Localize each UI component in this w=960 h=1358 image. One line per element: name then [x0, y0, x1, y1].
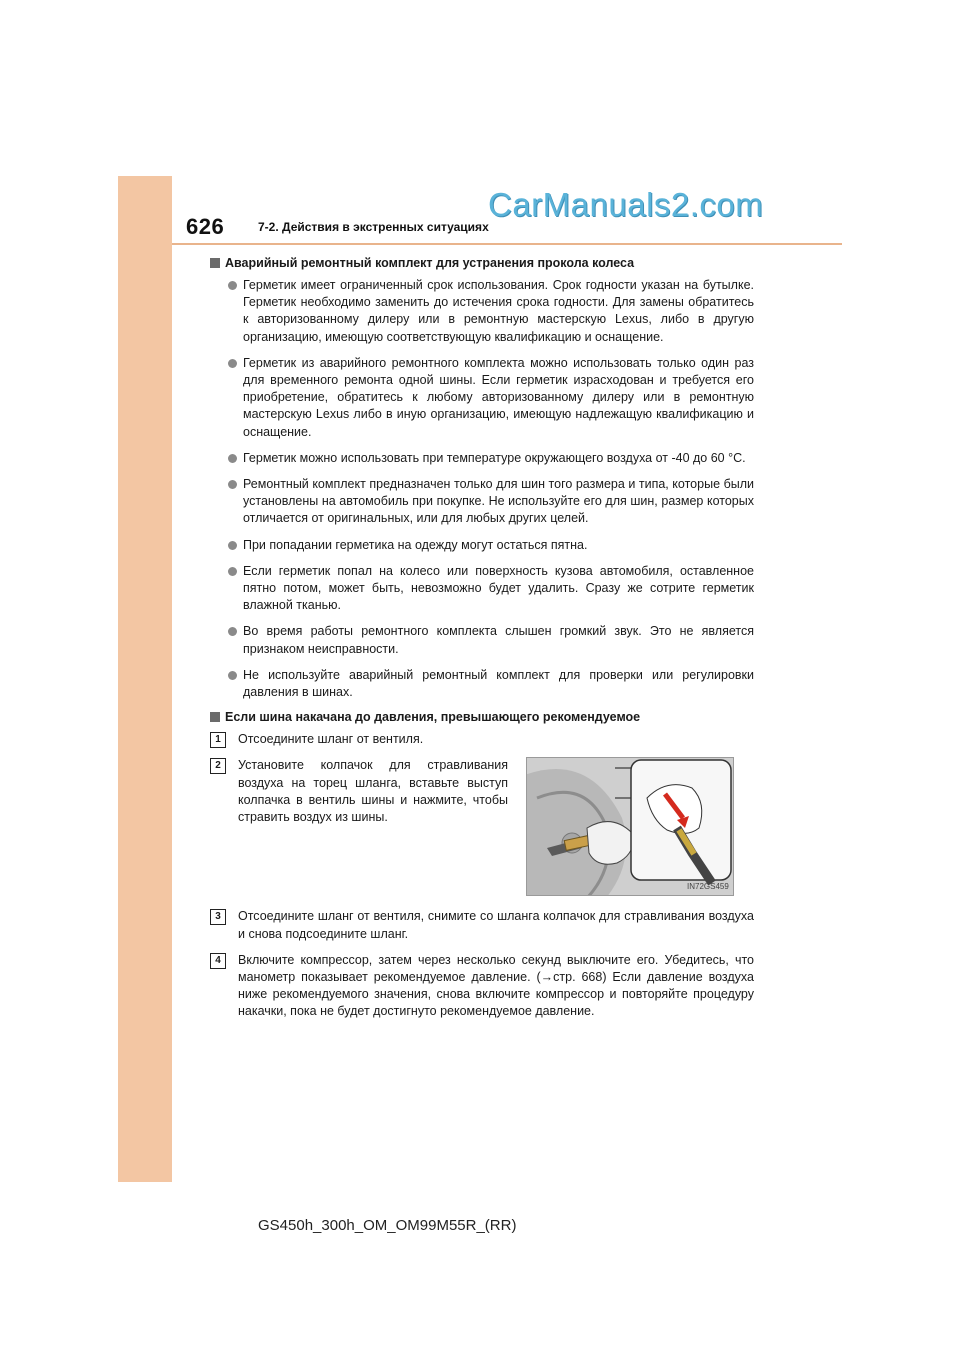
round-bullet-icon	[228, 454, 237, 463]
list-item-text: Ремонтный комплект предназначен только для шин того размера и типа, которые были установлены на автомобиль при покупке. Не используйте его для шин, размер которых отличается от оригинальных, или для любых других целей.	[243, 477, 754, 526]
section-heading	[210, 710, 754, 724]
step-text: Отсоедините шланг от вентиля.	[238, 732, 424, 747]
list-item	[210, 450, 754, 467]
procedure-step	[210, 952, 754, 1021]
section-heading	[210, 256, 754, 270]
section-heading-text: Если шина накачана до давления, превышающего рекомендуемое	[225, 710, 641, 725]
step-number: 2	[210, 758, 226, 774]
round-bullet-icon	[228, 281, 237, 290]
chapter-sidebar	[118, 176, 172, 1182]
step-number: 3	[210, 909, 226, 925]
procedure-step	[210, 908, 754, 942]
list-item	[210, 476, 754, 528]
section-title: 7-2. Действия в экстренных ситуациях	[258, 220, 489, 234]
round-bullet-icon	[228, 541, 237, 550]
step-text: Включите компрессор, затем через несколько секунд выключите его. Убедитесь, что манометр показывает рекомендуемое давление. (→стр. 668) Если давление воздуха ниже рекомендуемого значения, снова включите компрессор и повторяйте процедуру накачки, пока не будет достигнуто рекомендуемое давление.	[238, 952, 754, 1019]
procedure-step	[210, 731, 754, 748]
watermark-text: CarManuals2.com	[488, 186, 764, 223]
list-item	[210, 355, 754, 441]
step-text: Установите колпачок для стравливания воздуха на торец шланга, вставьте выступ колпачка в вентиль шины и нажмите, чтобы стравить воздух из шины.	[238, 758, 508, 825]
list-item	[210, 667, 754, 701]
list-item-text: Если герметик попал на колесо или поверхность кузова автомобиля, оставленное пятно потом, может быть, невозможно будет удалить. Сразу же сотрите герметик влажной тканью.	[243, 563, 754, 613]
round-bullet-icon	[228, 480, 237, 489]
list-item	[210, 623, 754, 657]
list-item-text: Во время работы ремонтного комплекта слышен громкий звук. Это не является признаком неисправности.	[243, 624, 754, 656]
tire-valve-diagram	[527, 758, 733, 895]
page-number: 626	[186, 214, 225, 239]
list-item	[210, 537, 754, 554]
list-item-text: Герметик из аварийного ремонтного комплекта можно использовать только один раз для временного ремонта одной шины. Если герметик израсходован и требуется его приобретение, обратитесь к любому авторизованному дилеру или в ремонтную мастерскую Lexus либо в иную организацию, имеющую надлежащую квалификацию и оснащение.	[243, 355, 754, 439]
valve-cap-illustration	[526, 757, 734, 896]
section-heading-text: Аварийный ремонтный комплект для устранения прокола колеса	[225, 256, 635, 270]
procedure-step	[210, 757, 754, 899]
step-text: Отсоедините шланг от вентиля, снимите со шланга колпачок для стравливания воздуха и снова подсоедините шланг.	[238, 909, 754, 941]
step-number: 4	[210, 953, 226, 969]
square-bullet-icon	[210, 712, 220, 722]
round-bullet-icon	[228, 671, 237, 680]
list-item-text: При попадании герметика на одежду могут остаться пятна.	[243, 537, 588, 552]
round-bullet-icon	[228, 627, 237, 636]
list-item	[210, 277, 754, 346]
round-bullet-icon	[228, 359, 237, 368]
list-item	[210, 563, 754, 615]
document-footer: GS450h_300h_OM_OM99M55R_(RR)	[258, 1217, 517, 1234]
list-item-text: Герметик можно использовать при температуре окружающего воздуха от -40 до 60 °C.	[243, 450, 746, 465]
list-item-text: Не используйте аварийный ремонтный комплект для проверки или регулировки давления в шинах.	[243, 667, 754, 700]
square-bullet-icon	[210, 258, 220, 268]
figure-code: IN72GS459	[687, 882, 729, 892]
header-divider	[172, 243, 842, 245]
list-item-text: Герметик имеет ограниченный срок использования. Срок годности указан на бутылке. Герметик необходимо заменить до истечения срока годности. Для замены обратитесь к авторизованному дилеру или в ремонтную мастерскую Lexus, либо в другую организацию, имеющую соответствующую квалификацию и оснащение.	[243, 278, 754, 344]
page-content	[210, 256, 754, 1030]
step-number: 1	[210, 732, 226, 748]
round-bullet-icon	[228, 567, 237, 576]
